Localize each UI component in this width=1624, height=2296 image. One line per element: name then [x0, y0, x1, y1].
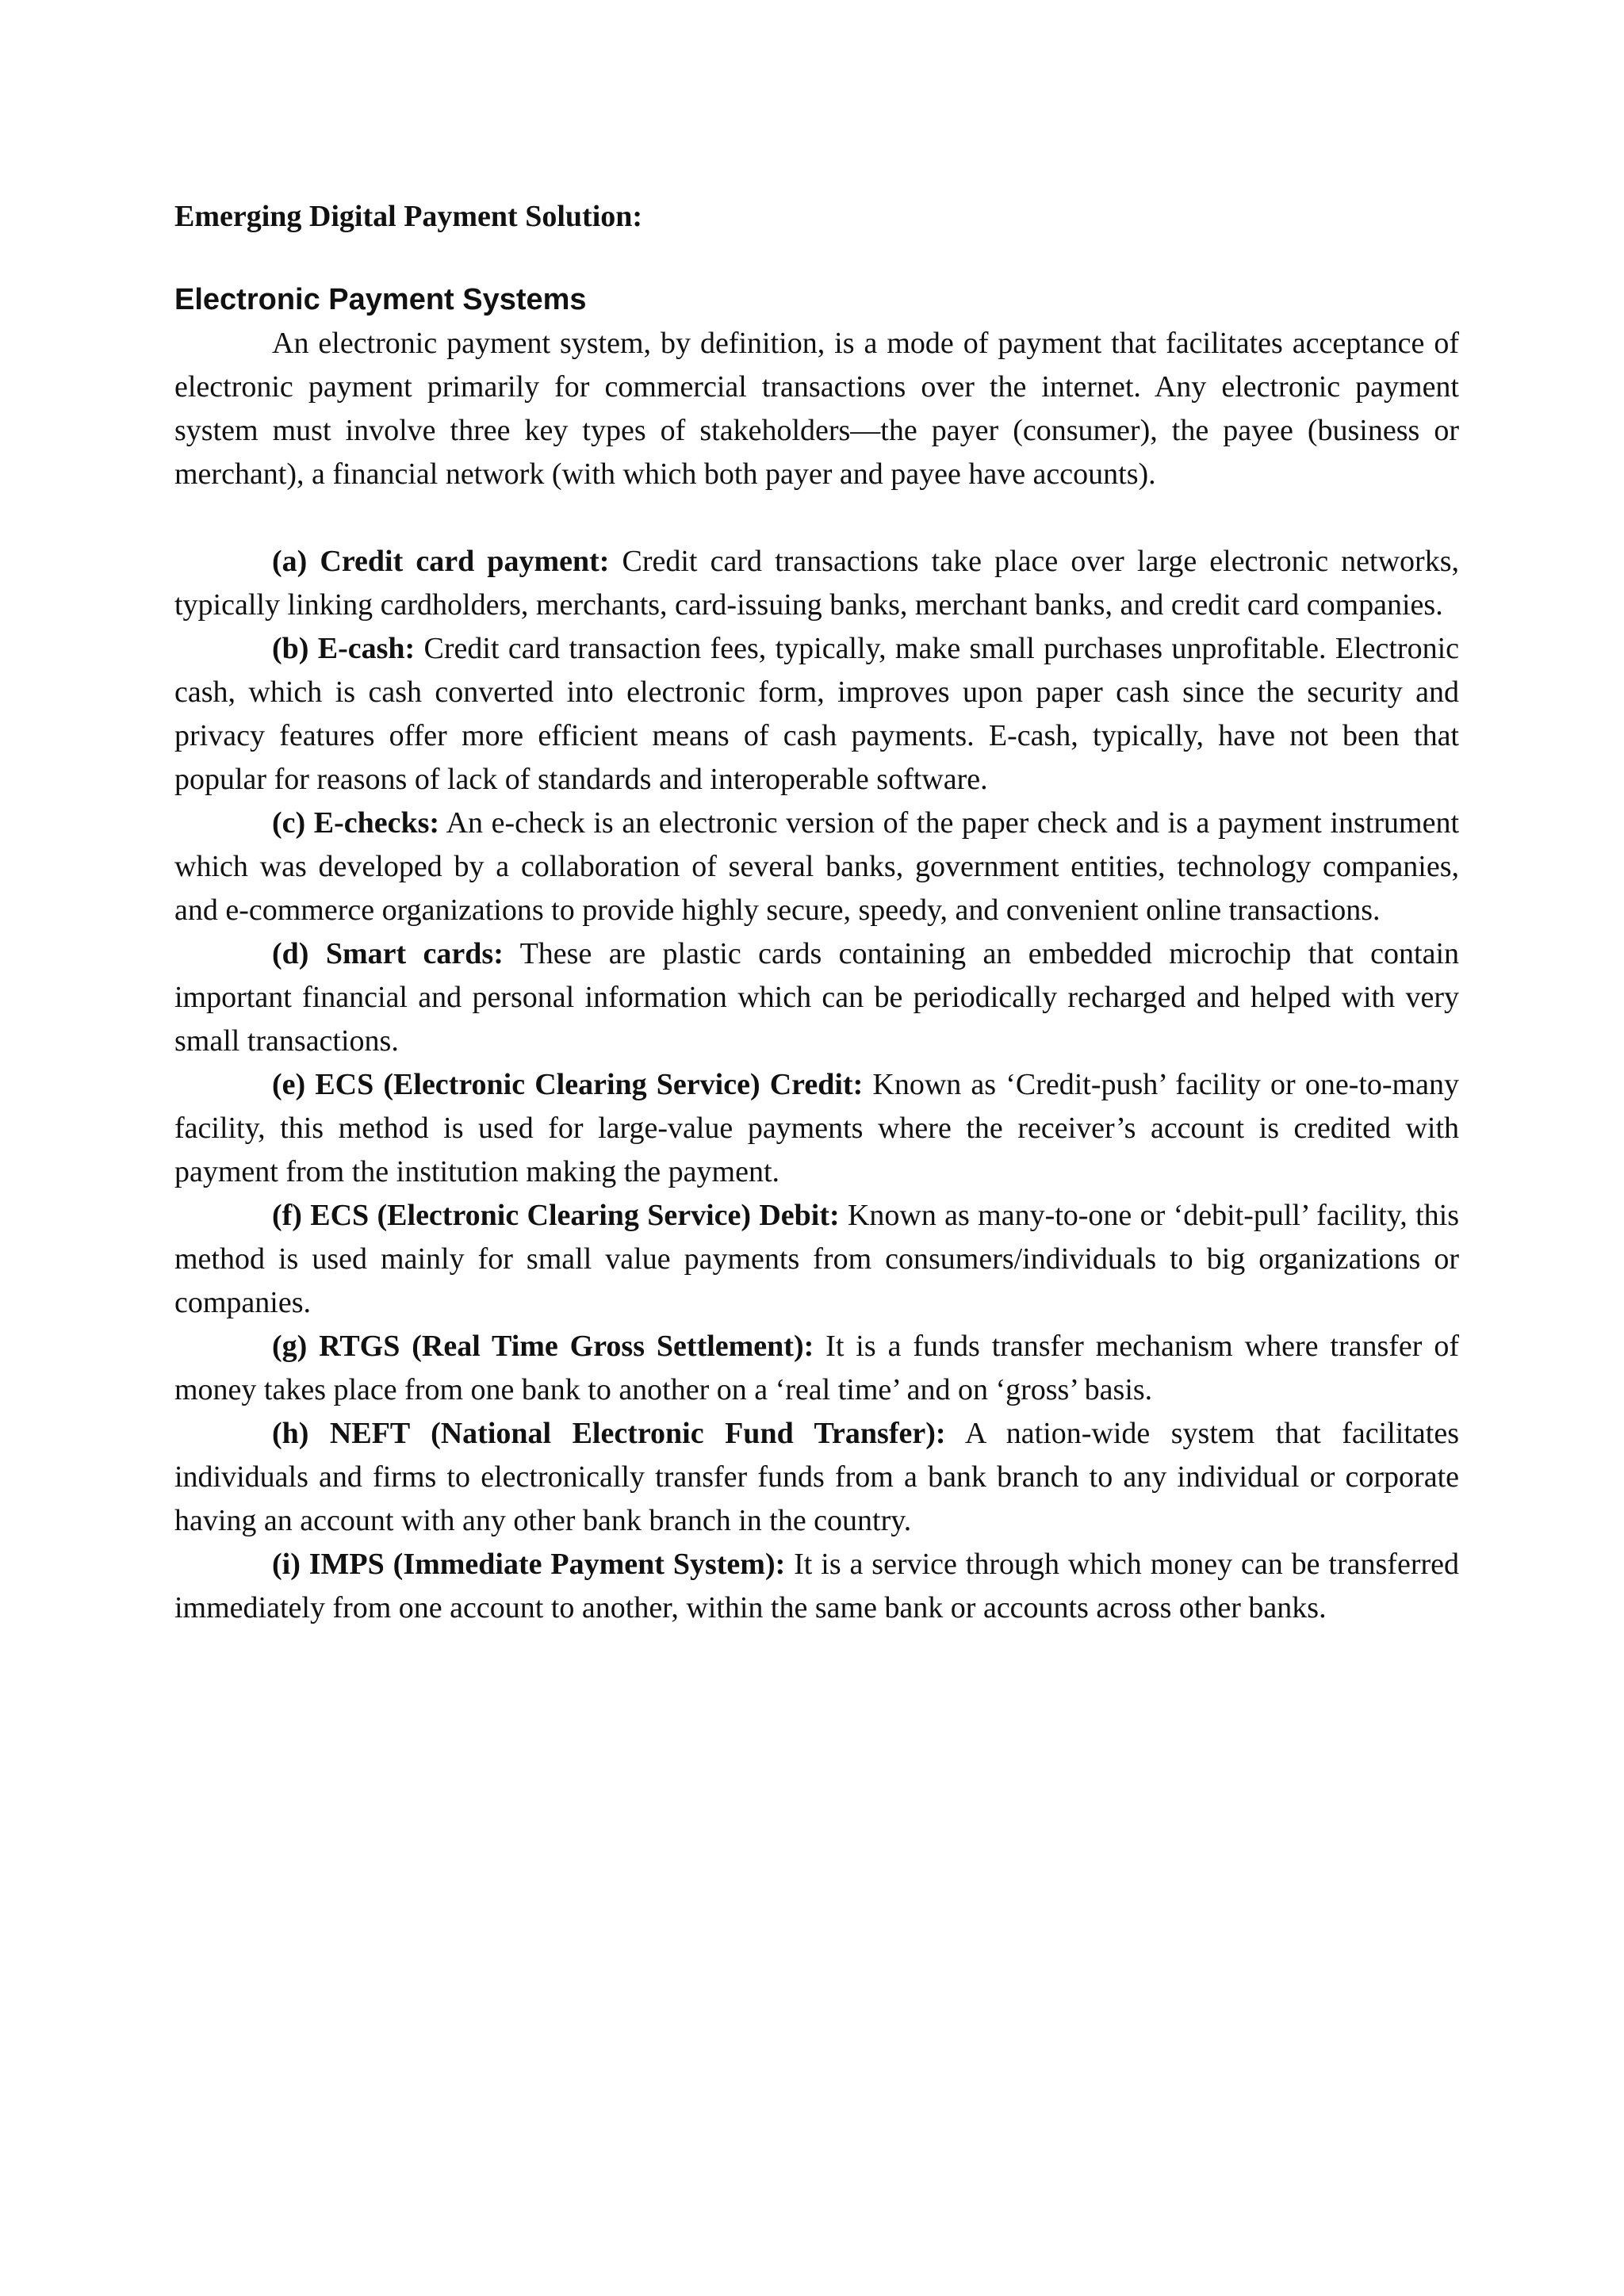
- item-text: A nation-wide system that facilitates individuals and firms to electronically transfer funds from a bank branch to any individual or corporate having an account with any other bank branch in the country.: [174, 1417, 1459, 1537]
- payment-method-smart-cards: [174, 932, 1459, 1063]
- payment-method-e-cash: [174, 627, 1459, 802]
- payment-method-rtgs: [174, 1325, 1459, 1412]
- item-text: It is a service through which money can be transferred immediately from one account to another, within the same bank or accounts across other banks.: [174, 1548, 1459, 1624]
- item-text: These are plastic cards containing an embedded microchip that contain important financial and personal information which can be periodically recharged and helped with very small transactions.: [174, 937, 1460, 1058]
- item-text: Known as many-to-one or ‘debit-pull’ facility, this method is used mainly for small value payments from consumers/individuals to big organizations or companies.: [174, 1199, 1459, 1319]
- item-text: An e-check is an electronic version of the paper check and is a payment instrument which was developed by a collaboration of several banks, government entities, technology companies, and e-commerce organizations to provide highly secure, speedy, and convenient online transactions.: [174, 806, 1459, 927]
- intro-paragraph: An electronic payment system, by definition, is a mode of payment that facilitates acceptance of electronic payment primarily for commercial transactions over the internet. Any electronic payment system must involve three key types of stakeholders—the payer (consumer), the payee (business or merchant), a financial network (with which both payer and payee have accounts).: [174, 327, 1459, 491]
- document-title: Emerging Digital Payment Solution:: [174, 200, 643, 233]
- section-heading: Electronic Payment Systems: [174, 283, 587, 316]
- item-label: (d) Smart cards:: [272, 937, 504, 970]
- item-text: Known as ‘Credit-push’ facility or one-to-many facility, this method is used for large-value payments where the receiver’s account is credited with payment from the institution making the payment.: [174, 1068, 1459, 1188]
- payment-method-ecs-credit: [174, 1063, 1459, 1194]
- document-body: [174, 195, 1459, 1630]
- item-label: (f) ECS (Electronic Clearing Service) Debit:: [272, 1199, 840, 1232]
- item-text: It is a funds transfer mechanism where transfer of money takes place from one bank to another on a ‘real time’ and on ‘gross’ basis.: [174, 1330, 1459, 1406]
- item-label: (h) NEFT (National Electronic Fund Transfer):: [272, 1417, 946, 1450]
- payment-method-e-checks: [174, 802, 1459, 932]
- item-label: (b) E-cash:: [272, 632, 416, 665]
- item-label: (a) Credit card payment:: [272, 545, 610, 578]
- item-label: (c) E-checks:: [272, 806, 440, 840]
- payment-method-credit-card: [174, 540, 1459, 627]
- item-text: Credit card transactions take place over large electronic networks, typically linking cardholders, merchants, card-issuing banks, merchant banks, and credit card companies.: [174, 545, 1459, 622]
- payment-method-neft: [174, 1412, 1459, 1543]
- item-label: (i) IMPS (Immediate Payment System):: [272, 1548, 786, 1581]
- item-label: (e) ECS (Electronic Clearing Service) Credit:: [272, 1068, 864, 1101]
- payment-method-imps: [174, 1543, 1459, 1630]
- item-text: Credit card transaction fees, typically, make small purchases unprofitable. Electronic cash, which is cash converted into electronic form, improves upon paper cash since the security and privacy features offer more efficient means of cash payments. E-cash, typically, have not been that popular for reasons of lack of standards and interoperable software.: [174, 632, 1459, 796]
- item-label: (g) RTGS (Real Time Gross Settlement):: [272, 1330, 814, 1363]
- payment-method-ecs-debit: [174, 1194, 1459, 1325]
